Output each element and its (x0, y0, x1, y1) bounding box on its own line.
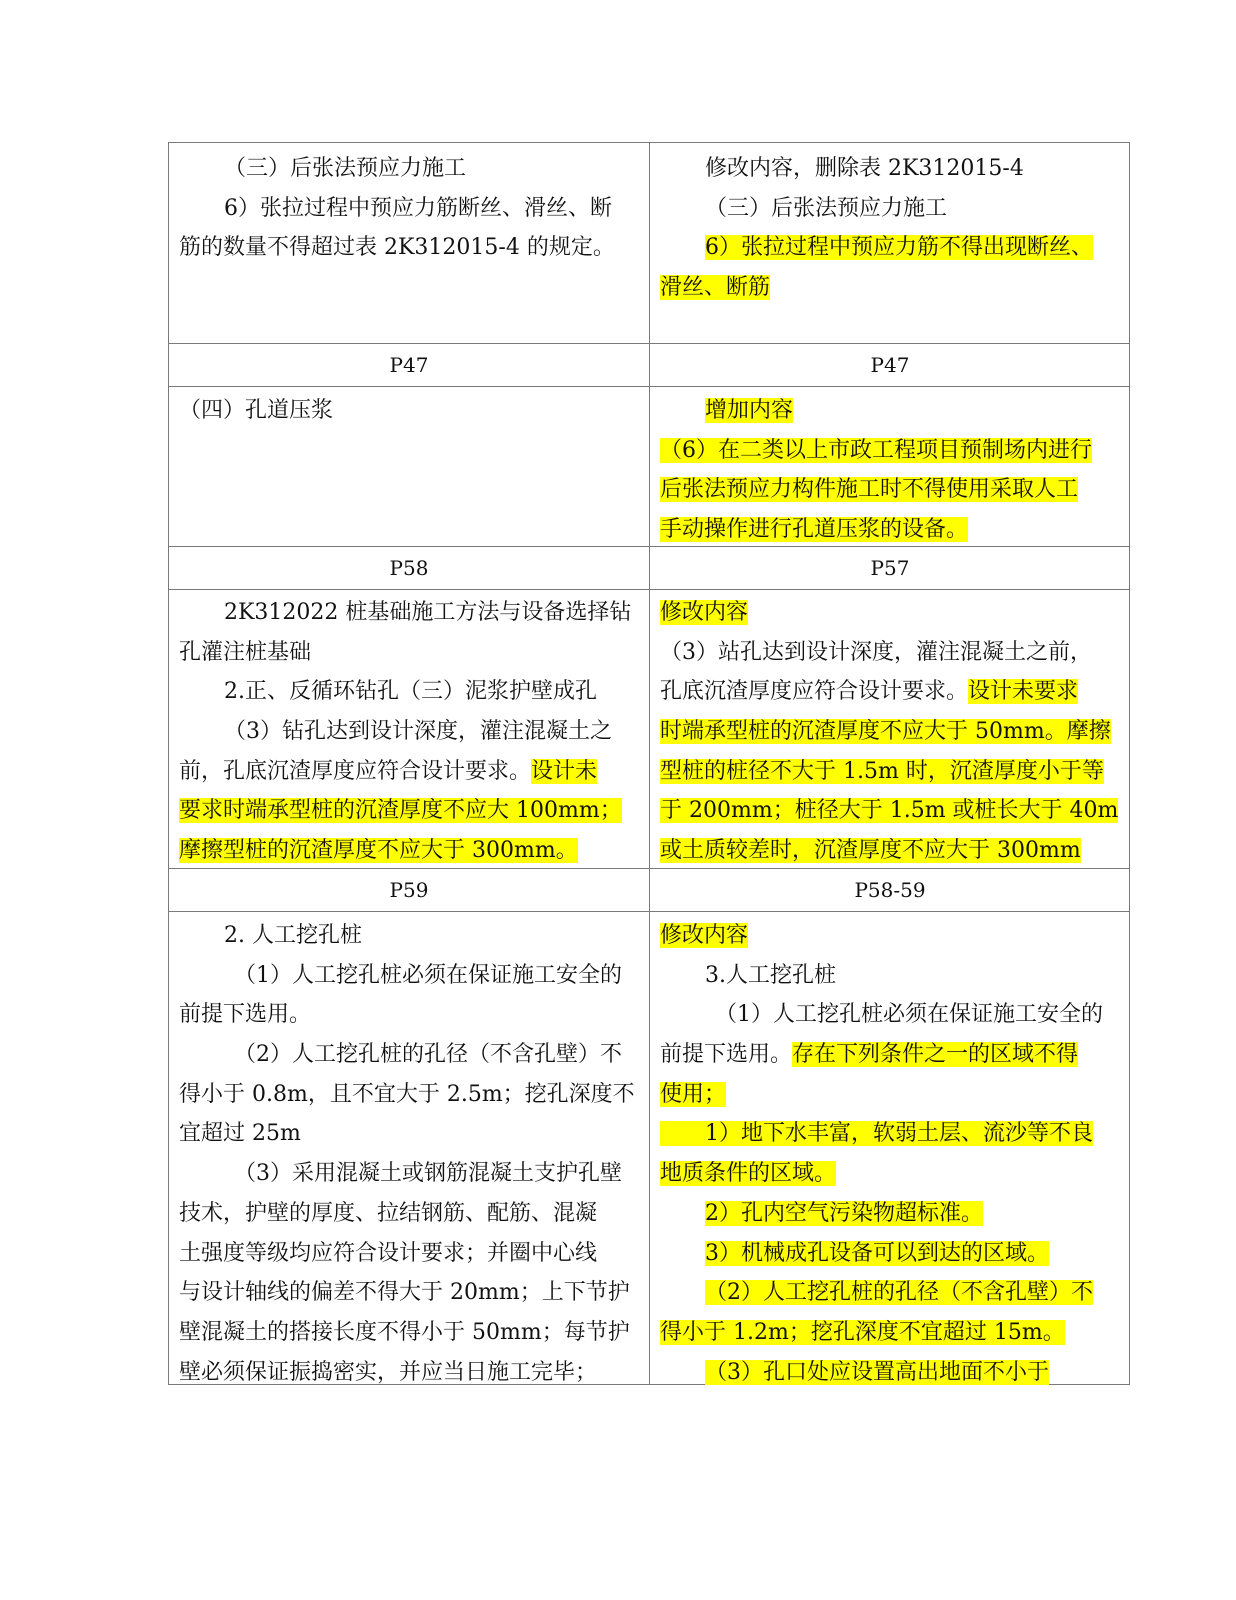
highlight: 得小于 1.2m；挖孔深度不宜超过 15m。 (660, 1319, 1065, 1345)
row2-right-cell (660, 391, 1122, 550)
text-line: （1）人工挖孔桩必须在保证施工安全的 (234, 962, 622, 988)
text-line (660, 1035, 1122, 1075)
highlight: 设计未 (531, 758, 598, 784)
text-line: （四）孔道压浆 (179, 398, 334, 423)
highlighted-line (660, 1353, 1122, 1393)
highlighted-line (660, 510, 1122, 550)
row3-left-cell (179, 593, 641, 871)
highlighted-line (660, 593, 1122, 633)
highlight: 时端承型桩的沉渣厚度不应大于 50mm。摩擦 (660, 719, 1111, 745)
text-line: 前提下选用。 (179, 1002, 312, 1028)
text-span: 前，孔底沉渣厚度应符合设计要求。 (179, 758, 532, 784)
highlight: 后张法预应力构件施工时不得使用采取人工 (660, 477, 1079, 503)
text-line: 宜超过 25m (179, 1121, 301, 1147)
text-line: （三）后张法预应力施工 (224, 156, 467, 181)
text-line: 壁必须保证振捣密实，并应当日施工完毕； (179, 1359, 598, 1385)
highlight: （3）孔口处应设置高出地面不小于 (705, 1359, 1049, 1385)
highlight: 摩擦型桩的沉渣厚度不应大于 300mm。 (179, 838, 578, 864)
highlighted-line (660, 1273, 1122, 1313)
text-line: 得小于 0.8m，且不宜大于 2.5m；挖孔深度不 (179, 1081, 635, 1107)
highlight: 地质条件的区域。 (660, 1161, 837, 1187)
text-line: （3）钻孔达到设计深度，灌注混凝土之 (224, 719, 612, 745)
highlighted-line (660, 831, 1122, 871)
row1-left-cell (179, 149, 641, 268)
text-line (179, 752, 641, 792)
text-line: 2. 人工挖孔桩 (224, 923, 362, 948)
highlighted-line (660, 268, 1122, 308)
text-line: （3）采用混凝土或钢筋混凝土支护孔壁 (234, 1161, 622, 1187)
page-ref-old: P47 (389, 353, 429, 377)
text-line: 2.正、反循环钻孔（三）泥浆护壁成孔 (224, 679, 597, 705)
highlight: 设计未要求 (968, 679, 1079, 705)
highlighted-line (660, 1154, 1122, 1194)
row4-left-cell (179, 916, 641, 1392)
highlighted-line (660, 1114, 1122, 1154)
page-ref-old: P59 (389, 878, 429, 902)
highlight: 于 200mm；桩径大于 1.5m 或桩长大于 40m (660, 798, 1119, 824)
highlighted-line (660, 916, 1122, 956)
text-line: 6）张拉过程中预应力筋断丝、滑丝、断 (224, 195, 612, 221)
highlight: 2）孔内空气污染物超标准。 (705, 1200, 983, 1226)
page-ref-new: P57 (870, 556, 910, 580)
text-line: （3）站孔达到设计深度，灌注混凝土之前， (660, 639, 1092, 665)
text-line: 技术，护壁的厚度、拉结钢筋、配筋、混凝 (179, 1200, 598, 1226)
text-line: （三）后张法预应力施工 (705, 195, 948, 221)
highlighted-line (660, 1075, 1122, 1115)
highlight: 6）张拉过程中预应力筋不得出现断丝、 (705, 235, 1093, 261)
text-line: 土强度等级均应符合设计要求；并圈中心线 (179, 1240, 598, 1266)
page-ref-new: P47 (870, 353, 910, 377)
text-line: 筋的数量不得超过表 2K312015-4 的规定。 (179, 235, 615, 261)
highlight: （2）人工挖孔桩的孔径（不含孔壁）不 (705, 1280, 1093, 1306)
text-line: （2）人工挖孔桩的孔径（不含孔壁）不 (234, 1042, 622, 1068)
highlighted-line (660, 1194, 1122, 1234)
highlighted-line (179, 831, 641, 871)
text-span: 前提下选用。 (660, 1042, 793, 1068)
highlight: 手动操作进行孔道压浆的设备。 (660, 517, 969, 543)
text-line: 2K312022 桩基础施工方法与设备选择钻 (224, 600, 632, 625)
highlighted-line (660, 1234, 1122, 1274)
highlight: 修改内容 (660, 923, 749, 948)
text-line: 修改内容，删除表 2K312015-4 (705, 156, 1024, 181)
highlighted-line (179, 791, 641, 831)
text-line (660, 672, 1122, 712)
highlight: 型桩的桩径不大于 1.5m 时，沉渣厚度小于等 (660, 758, 1104, 784)
row4-right-cell (660, 916, 1122, 1392)
highlighted-line (660, 712, 1122, 752)
highlight: 要求时端承型桩的沉渣厚度不应大 100mm； (179, 798, 622, 824)
text-line: 3.人工挖孔桩 (705, 962, 836, 988)
row3-right-cell (660, 593, 1122, 871)
highlight: 存在下列条件之一的区域不得 (792, 1042, 1079, 1068)
highlight: 3）机械成孔设备可以到达的区域。 (705, 1240, 1049, 1266)
text-span: 孔底沉渣厚度应符合设计要求。 (660, 679, 969, 705)
text-line: 孔灌注桩基础 (179, 639, 312, 665)
highlighted-line (660, 1313, 1122, 1353)
highlight: 或土质较差时，沉渣厚度不应大于 300mm (660, 838, 1081, 864)
highlight: 使用； (660, 1081, 727, 1107)
comparison-table (168, 142, 1130, 1385)
page-ref-old: P58 (389, 556, 429, 580)
page-ref-new: P58-59 (854, 878, 926, 902)
highlighted-line (660, 470, 1122, 510)
highlighted-line (660, 791, 1122, 831)
text-line: 与设计轴线的偏差不得大于 20mm；上下节护 (179, 1280, 630, 1306)
highlighted-line (660, 431, 1122, 471)
row2-left-cell (179, 391, 641, 431)
text-line: （1）人工挖孔桩必须在保证施工安全的 (715, 1002, 1103, 1028)
row1-right-cell (660, 149, 1122, 308)
highlight: （6）在二类以上市政工程项目预制场内进行 (660, 437, 1092, 463)
highlight: 修改内容 (660, 600, 749, 625)
highlight: 滑丝、断筋 (660, 275, 771, 301)
text-line: 壁混凝土的搭接长度不得小于 50mm；每节护 (179, 1319, 630, 1345)
highlighted-line (660, 391, 1122, 431)
highlight: 1）地下水丰富，软弱土层、流沙等不良 (660, 1121, 1093, 1146)
highlight: 增加内容 (705, 398, 794, 423)
highlighted-line (660, 752, 1122, 792)
table-column-divider (649, 143, 650, 1384)
highlighted-line (660, 228, 1122, 268)
